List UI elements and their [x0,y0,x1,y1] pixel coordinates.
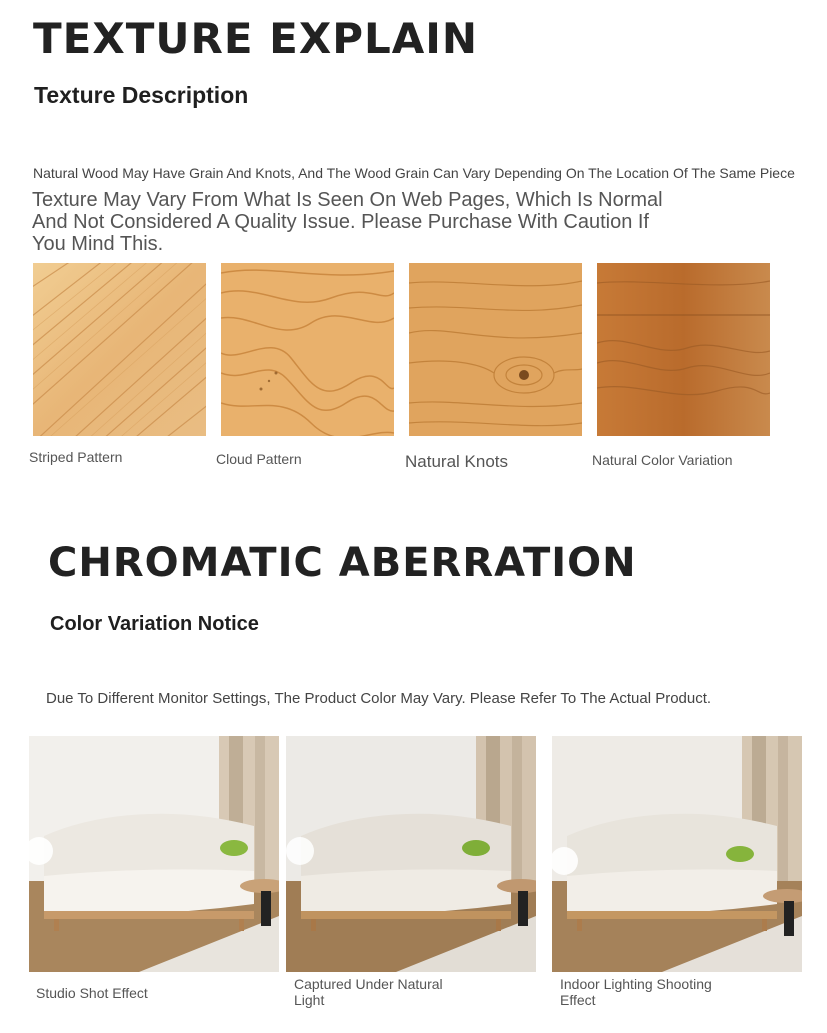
note-line: You Mind This. [32,233,164,255]
sample-label: Cloud Pattern [216,451,302,467]
striped-pattern-image [33,263,206,436]
chromatic-subheading: Color Variation Notice [50,613,259,635]
texture-variation-note [32,189,663,255]
natural-knots-image [409,263,582,436]
note-line: And Not Considered A Quality Issue. Please Purchase With Caution If [32,211,649,233]
texture-description-line: Natural Wood May Have Grain And Knots, And The Wood Grain Can Vary Depending On The Location Of The Same Piece [33,165,795,181]
sample-label: Natural Knots [405,452,508,471]
natural-light-photo [286,736,536,972]
texture-subheading: Texture Description [34,82,249,108]
photo-label: Indoor Lighting Shooting Effect [560,976,712,1008]
cloud-pattern-image [221,263,394,436]
sample-label: Natural Color Variation [592,452,733,468]
sample-label: Striped Pattern [29,449,123,465]
photo-label: Studio Shot Effect [36,985,148,1001]
studio-shot-photo [29,736,279,972]
natural-color-variation-image [597,263,770,436]
indoor-lighting-photo [552,736,802,972]
monitor-notice: Due To Different Monitor Settings, The Product Color May Vary. Please Refer To The Actual Product. [46,690,712,707]
photo-label: Captured Under Natural Light [294,976,443,1008]
texture-heading: TEXTURE EXPLAIN [33,14,479,63]
note-line: Texture May Vary From What Is Seen On Web Pages, Which Is Normal [32,189,663,211]
chromatic-heading: CHROMATIC ABERRATION [48,540,637,586]
